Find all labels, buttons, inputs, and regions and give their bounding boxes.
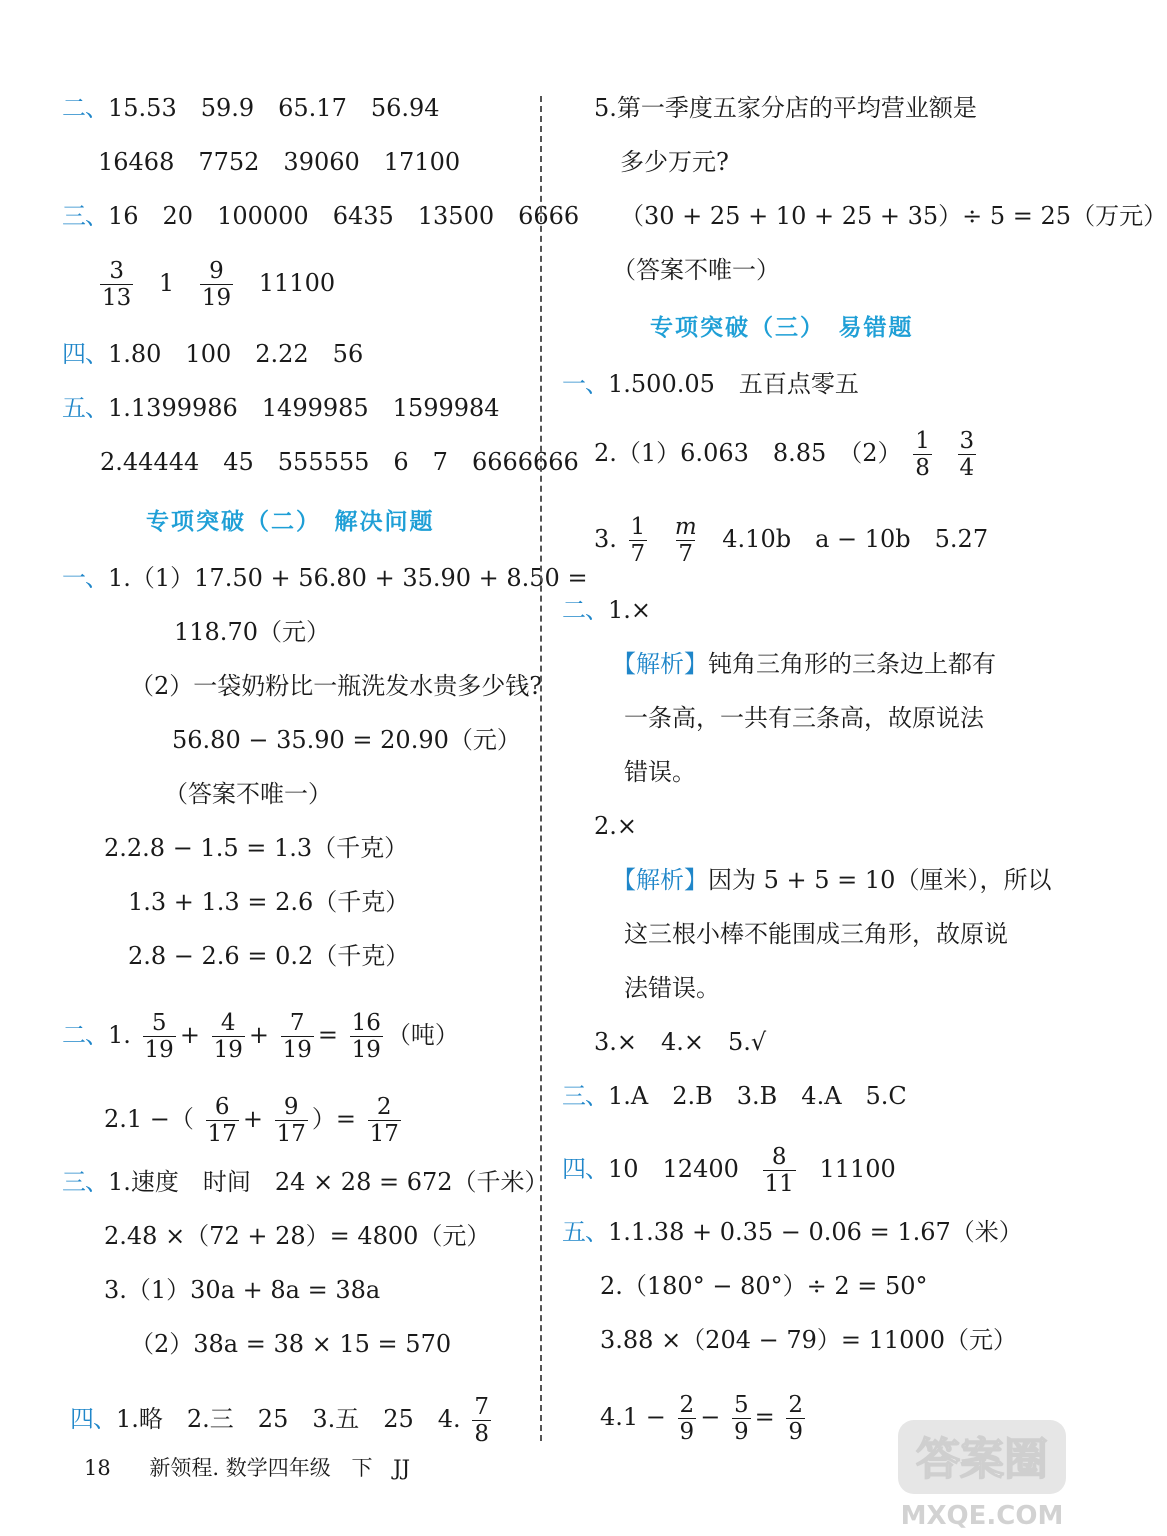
fraction: $\frac{m}{7}$ bbox=[674, 514, 697, 567]
fraction: $\frac{9}{17}$ bbox=[276, 1094, 306, 1147]
right-c1-line1: 一、1.500.05 五百点零五 bbox=[562, 370, 859, 398]
fraction: $\frac{3}{4}$ bbox=[959, 428, 975, 481]
right-c5-line4: 4.1 − $\frac{2}{9}$ − $\frac{5}{9}$ = $\frac{2}{9}$ bbox=[600, 1392, 803, 1445]
left-b1-line2: 118.70（元） bbox=[174, 618, 330, 646]
right-c2-line1: 二、1.× bbox=[562, 596, 652, 624]
right-q5-line4: （答案不唯一） bbox=[612, 256, 780, 284]
left-b1-line3: （2）一袋奶粉比一瓶洗发水贵多少钱? bbox=[130, 672, 543, 700]
right-c2-analysis4: 【解析】因为 5 + 5 = 10（厘米），所以 bbox=[612, 866, 1052, 894]
fraction: $\frac{7}{8}$ bbox=[474, 1394, 489, 1447]
right-c2-analysis6: 法错误。 bbox=[624, 974, 720, 1002]
watermark-url: MXQE.COM bbox=[900, 1501, 1064, 1531]
right-q5-line1: 5.第一季度五家分店的平均营业额是 bbox=[594, 94, 977, 122]
watermark-text: 答案圈 bbox=[916, 1434, 1048, 1485]
fraction: $\frac{5}{9}$ bbox=[733, 1392, 749, 1445]
right-c2-analysis3: 错误。 bbox=[624, 758, 696, 786]
right-c1-line3: 3. $\frac{1}{7}$ $\frac{m}{7}$ 4.10b a − 10b 5.27 bbox=[594, 514, 989, 567]
fraction: $\frac{1}{7}$ bbox=[630, 514, 646, 567]
left-b3-line4: （2）38a = 38 × 15 = 570 bbox=[130, 1330, 452, 1358]
analysis-tag: 【解析】 bbox=[612, 866, 708, 894]
edition: JJ bbox=[393, 1456, 410, 1480]
left-s4-line: 四、1.80 100 2.22 56 bbox=[62, 340, 364, 368]
left-b1-line1: 一、1.（1）17.50 + 56.80 + 35.90 + 8.50 = bbox=[62, 564, 588, 592]
left-b1-line4: 56.80 − 35.90 = 20.90（元） bbox=[172, 726, 521, 754]
section-title-3: 专项突破（三） 易错题 bbox=[650, 314, 914, 341]
fraction: $\frac{1}{8}$ bbox=[915, 428, 930, 481]
right-c5-line1: 五、1.1.38 + 0.35 − 0.06 = 1.67（米） bbox=[562, 1218, 1023, 1246]
left-b3-line1: 三、1.速度 时间 24 × 28 = 672（千米） bbox=[62, 1168, 549, 1196]
left-b1-line5: （答案不唯一） bbox=[164, 780, 332, 808]
right-c2-analysis5: 这三根小棒不能围成三角形，故原说 bbox=[624, 920, 1008, 948]
right-c2-line2: 2.× bbox=[594, 812, 638, 840]
left-s3-line1: 三、16 20 100000 6435 13500 6666 bbox=[62, 202, 580, 230]
column-divider bbox=[540, 96, 542, 1441]
left-b2-line2: 2.1 −（ $\frac{6}{17}$ + $\frac{9}{17}$ ）= $\frac{2}{17}$ bbox=[104, 1094, 399, 1147]
left-s2-line2: 16468 7752 39060 17100 bbox=[98, 148, 461, 176]
right-c2-line3: 3.× 4.× 5.√ bbox=[594, 1028, 767, 1056]
left-b3-line3: 3.（1）30a + 8a = 38a bbox=[104, 1276, 381, 1304]
section-title-2: 专项突破（二） 解决问题 bbox=[146, 508, 435, 535]
page-footer bbox=[84, 1452, 424, 1482]
right-c5-line2: 2.（180° − 80°）÷ 2 = 50° bbox=[600, 1272, 928, 1300]
right-c4-line: 四、10 12400 $\frac{8}{11}$ 11100 bbox=[562, 1144, 896, 1197]
fraction: $\frac{7}{19}$ bbox=[282, 1010, 312, 1063]
left-s2-line1: 二、15.53 59.9 65.17 56.94 bbox=[62, 94, 440, 122]
left-b1-line7: 1.3 + 1.3 = 2.6（千克） bbox=[128, 888, 410, 916]
right-c3-line: 三、1.A 2.B 3.B 4.A 5.C bbox=[562, 1082, 907, 1110]
fraction: $\frac{16}{19}$ bbox=[351, 1010, 381, 1063]
left-s5-line2: 2.44444 45 555555 6 7 6666666 bbox=[100, 448, 579, 476]
right-c2-analysis1: 【解析】钝角三角形的三条边上都有 bbox=[612, 650, 996, 678]
volume: 下 bbox=[351, 1456, 373, 1480]
fraction: $\frac{4}{19}$ bbox=[213, 1010, 243, 1063]
right-c2-analysis2: 一条高，一共有三条高，故原说法 bbox=[624, 704, 984, 732]
right-q5-line3: （30 + 25 + 10 + 25 + 35）÷ 5 = 25（万元） bbox=[620, 202, 1167, 230]
left-b2-line1: 二、1. $\frac{5}{19}$ + $\frac{4}{19}$ + $\frac{7}{19}$ = $\frac{16}{19}$ （吨） bbox=[62, 1010, 459, 1063]
right-c1-line2: 2.（1）6.063 8.85 （2） $\frac{1}{8}$ $\frac{3}{4}$ bbox=[594, 428, 975, 481]
analysis-tag: 【解析】 bbox=[612, 650, 708, 678]
fraction: $\frac{5}{19}$ bbox=[144, 1010, 174, 1063]
fraction: $\frac{2}{17}$ bbox=[369, 1094, 399, 1147]
book-title: 新领程. 数学四年级 bbox=[149, 1456, 331, 1480]
left-b4-line: 四、1.略 2.三 25 3.五 25 4. $\frac{7}{8}$ bbox=[70, 1394, 489, 1447]
watermark-logo bbox=[896, 1416, 1068, 1532]
fraction: $\frac{8}{11}$ bbox=[764, 1144, 794, 1197]
fraction: $\frac{2}{9}$ bbox=[788, 1392, 803, 1445]
left-s5-line1: 五、1.1399986 1499985 1599984 bbox=[62, 394, 500, 422]
left-s3-line2: $\frac{3}{13}$ 1 $\frac{9}{19}$ 11100 bbox=[102, 258, 336, 311]
page-number: 18 bbox=[84, 1456, 111, 1480]
left-b1-line6: 2.2.8 − 1.5 = 1.3（千克） bbox=[104, 834, 409, 862]
fraction: $\frac{2}{9}$ bbox=[679, 1392, 695, 1445]
right-q5-line2: 多少万元? bbox=[620, 148, 729, 176]
right-c5-line3: 3.88 ×（204 − 79）= 11000（元） bbox=[600, 1326, 1017, 1354]
fraction: $\frac{9}{19}$ bbox=[201, 258, 232, 311]
fraction: $\frac{6}{17}$ bbox=[207, 1094, 237, 1147]
left-b1-line8: 2.8 − 2.6 = 0.2（千克） bbox=[128, 942, 410, 970]
left-b3-line2: 2.48 ×（72 + 28）= 4800（元） bbox=[104, 1222, 491, 1250]
fraction: $\frac{3}{13}$ bbox=[102, 258, 132, 311]
